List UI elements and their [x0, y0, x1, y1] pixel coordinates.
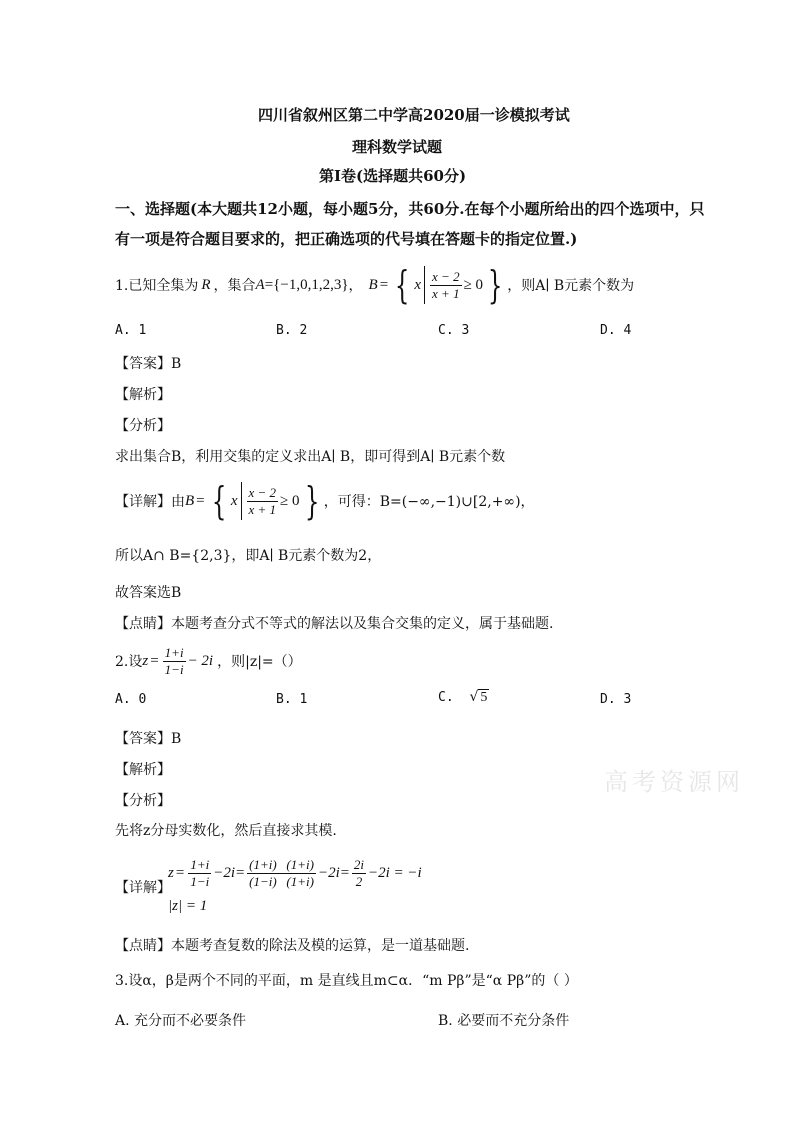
q2-detail-m3: −2i = −i	[368, 864, 422, 881]
q2-fenxi: 【分析】	[115, 793, 171, 809]
q1-detail-frac-num: x − 2	[248, 484, 277, 500]
q2-comment: 【点睛】本题考查复数的除法及模的运算，是一道基础题.	[115, 938, 470, 954]
q2-detail-m2: −2i=	[317, 864, 350, 881]
q2-option-a: A. 0	[115, 692, 147, 707]
q1-set-A: ={−1,0,1,2,3}	[264, 276, 349, 293]
q1-analysis: 求出集合B，利用交集的定义求出A∣ B，即可得到A∣ B元素个数	[115, 449, 506, 465]
q2-detail-eq: =	[175, 864, 185, 881]
watermark: 高考资源网	[604, 768, 744, 796]
left-brace: {	[395, 263, 410, 307]
q2-stem	[115, 641, 302, 681]
q2-option-c-label: C.	[438, 690, 454, 705]
q2-option-c	[438, 689, 489, 706]
q1-ge0: ≥ 0	[463, 276, 484, 293]
q2-detail-den2: (1−i) (1+i)	[249, 873, 314, 889]
exam-subject: 理科数学试题	[352, 138, 443, 156]
q2-option-d: D. 3	[600, 692, 632, 707]
q2-detail-den3: 2	[355, 873, 363, 889]
left-brace: {	[211, 479, 226, 523]
q1-comma: ，	[348, 278, 363, 294]
q1-detail-prefix: 【详解】由	[115, 494, 185, 510]
q1-frac-num: x − 2	[432, 268, 460, 284]
q2-suffix: ，则|z|=（）	[217, 654, 302, 670]
right-brace: }	[304, 479, 319, 523]
q2-option-b: B. 1	[276, 692, 308, 707]
q1-frac-den: x + 1	[432, 285, 460, 301]
q1-detail-B: B	[185, 492, 195, 509]
q1-prefix: 1.已知全集为	[115, 278, 199, 294]
q1-universal-R: R	[201, 276, 211, 293]
q1-so: 所以A∩ B={2,3}，即A∣ B元素个数为2，	[115, 548, 382, 564]
right-brace: }	[487, 263, 503, 307]
exam-title: 四川省叙州区第二中学高2020届一诊模拟考试	[258, 106, 570, 124]
q2-detail-num1: 1+i	[190, 856, 210, 872]
q2-z: z	[142, 652, 149, 669]
q1-option-b: B. 2	[276, 323, 308, 338]
q2-answer: 【答案】B	[115, 731, 182, 747]
q2-option-c-value: 5	[480, 690, 488, 705]
q2-detail-frac3	[352, 857, 366, 890]
q1-option-c: C. 3	[438, 323, 470, 338]
q1-jiexi: 【解析】	[115, 387, 171, 403]
q2-analysis: 先将z分母实数化，然后直接求其模.	[115, 823, 337, 839]
section-heading-line2: 有一项是符合题目要求的，把正确选项的代号填在答题卡的指定位置.)	[115, 230, 578, 248]
q1-detail-fraction	[247, 485, 279, 518]
q1-detail-x: x	[230, 492, 238, 509]
q1-detail-frac-den: x + 1	[248, 501, 277, 517]
q2-prefix: 2.设	[115, 654, 143, 670]
q3-option-b: B. 必要而不充分条件	[438, 1013, 570, 1029]
q2-detail-m1: −2i=	[213, 864, 246, 881]
q2-detail-num2: (1+i) (1+i)	[249, 856, 314, 872]
q1-set-A-name: A	[255, 276, 265, 293]
q1-detail-ge0: ≥ 0	[280, 492, 300, 509]
q1-eq: =	[379, 276, 389, 293]
q3-option-a: A. 充分而不必要条件	[115, 1013, 247, 1029]
q2-rest: − 2i	[187, 652, 214, 669]
q1-var-x: x	[414, 276, 422, 293]
q1-answer: 【答案】B	[115, 356, 182, 372]
volume-heading: 第I卷(选择题共60分)	[319, 167, 467, 185]
q2-fraction	[163, 645, 186, 678]
q1-conclude: 故答案选B	[115, 585, 182, 601]
q1-comment: 【点睛】本题考查分式不等式的解法以及集合交集的定义，属于基础题.	[115, 616, 554, 632]
q1-detail-eq: =	[196, 492, 205, 509]
q1-set-B-name: B	[368, 276, 378, 293]
q2-detail-frac1	[188, 857, 211, 890]
section-heading-line1: 一、选择题(本大题共12小题，每小题5分，共60分.在每个小题所给出的四个选项中，只	[115, 200, 705, 218]
q1-detail	[115, 479, 535, 523]
q3-stem: 3.设α，β是两个不同的平面，m 是直线且m⊂α．“m Pβ”是“α Pβ”的（ ）	[115, 973, 578, 989]
q2-jiexi: 【解析】	[115, 762, 171, 778]
set-builder-bar	[241, 482, 242, 520]
q2-eq: =	[150, 652, 159, 669]
q1-suffix: ，则A∣ B元素个数为	[507, 278, 635, 294]
q1-fenxi: 【分析】	[115, 418, 171, 434]
q2-frac-den: 1−i	[164, 661, 184, 677]
q2-abs-line: |z| = 1	[168, 898, 208, 914]
q2-detail-z: z	[168, 864, 174, 881]
q2-detail-den1: 1−i	[190, 873, 210, 889]
q1-option-d: D. 4	[600, 323, 632, 338]
sqrt-icon: √	[469, 689, 479, 705]
q2-detail-equation	[168, 852, 422, 894]
q2-detail-label: 【详解】	[115, 880, 171, 896]
q1-detail-mid: ，可得：B=(−∞,−1)∪[2,+∞)，	[323, 494, 535, 510]
q1-option-a: A. 1	[115, 323, 147, 338]
q2-detail-frac2	[247, 857, 316, 890]
q2-detail-num3: 2i	[353, 856, 365, 872]
q1-stem	[115, 263, 634, 307]
q2-frac-num: 1+i	[164, 644, 184, 660]
q1-fraction	[430, 269, 462, 302]
set-builder-bar	[424, 266, 425, 304]
q1-mid: ，集合	[213, 278, 256, 294]
